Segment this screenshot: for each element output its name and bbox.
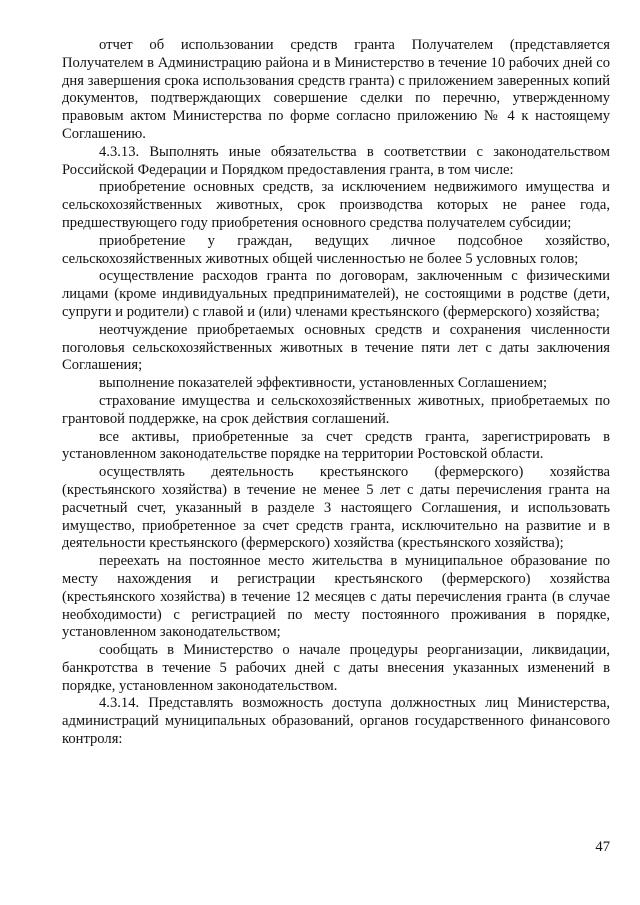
paragraph-purchase-from-citizens: приобретение у граждан, ведущих личное подсобное хозяйство, сельскохозяйственных животных общей численностью не более 5 условных голов; xyxy=(62,232,610,267)
paragraph-4-3-13: 4.3.13. Выполнять иные обязательства в соответствии с законодательством Российской Федерации и Порядком предоставления гранта, в том числе: xyxy=(62,143,610,178)
paragraph-relocation: переехать на постоянное место жительства в муниципальное образование по месту нахождения и регистрации крестьянского (фермерского) хозяйства (крестьянского хозяйства) в течение 12 месяцев с даты перечисления гранта (в случае необходимости) с регистрацией по месту постоянного проживания в порядке, установленном законодательством; xyxy=(62,553,610,641)
paragraph-insurance: страхование имущества и сельскохозяйственных животных, приобретаемых по грантовой поддержке, на срок действия соглашений. xyxy=(62,392,610,427)
paragraph-fixed-assets: приобретение основных средств, за исключением недвижимого имущества и сельскохозяйственных животных, срок производства которых не ранее года, предшествующего году приобретения основного средства получателем субсидии; xyxy=(62,179,610,231)
paragraph-activity-duration: осуществлять деятельность крестьянского (фермерского) хозяйства (крестьянского хозяйства) в течение не менее 5 лет с даты перечисления гранта на расчетный счет, указанный в разделе 3 настоящего Соглашения, и использовать имущество, приобретенное за счет средств гранта, исключительно на развитие и в деятельности крестьянского (фермерского) хозяйства (крестьянского хозяйства); xyxy=(62,464,610,552)
paragraph-4-3-14: 4.3.14. Представлять возможность доступа должностных лиц Министерства, администраций муниципальных образований, органов государственного финансового контроля: xyxy=(62,695,610,748)
paragraph-reorganization-notice: сообщать в Министерство о начале процедуры реорганизации, ликвидации, банкротства в течение 5 рабочих дней с даты внесения указанных изменений в порядке, установленном законодательством. xyxy=(62,642,610,694)
paragraph-non-alienation: неотчуждение приобретаемых основных средств и сохранения численности поголовья сельскохозяйственных животных в течение пяти лет с даты заключения Соглашения; xyxy=(62,321,610,374)
paragraph-report: отчет об использовании средств гранта Получателем (представляется Получателем в Администрацию района и в Министерство в течение 10 рабочих дней со дня завершения срока использования средств гранта) с приложением заверенных копий документов, подтверждающих совершение сделки по перечню, утвержденному правовым актом Министерства по форме согласно приложению № 4 к настоящему Соглашению. xyxy=(62,37,610,142)
paragraph-asset-registration: все активы, приобретенные за счет средств гранта, зарегистрировать в установленном законодательстве порядке на территории Ростовской области. xyxy=(62,428,610,463)
paragraph-contracts-individuals: осуществление расходов гранта по договорам, заключенным с физическими лицами (кроме индивидуальных предпринимателей), не состоящими в родстве (дети, супруги и родители) с главой и (или) членами крестьянского (фермерского) хозяйства; xyxy=(62,268,610,320)
paragraph-performance-indicators: выполнение показателей эффективности, установленных Соглашением; xyxy=(99,375,548,392)
document-body xyxy=(62,37,610,749)
page-number: 47 xyxy=(595,839,610,855)
